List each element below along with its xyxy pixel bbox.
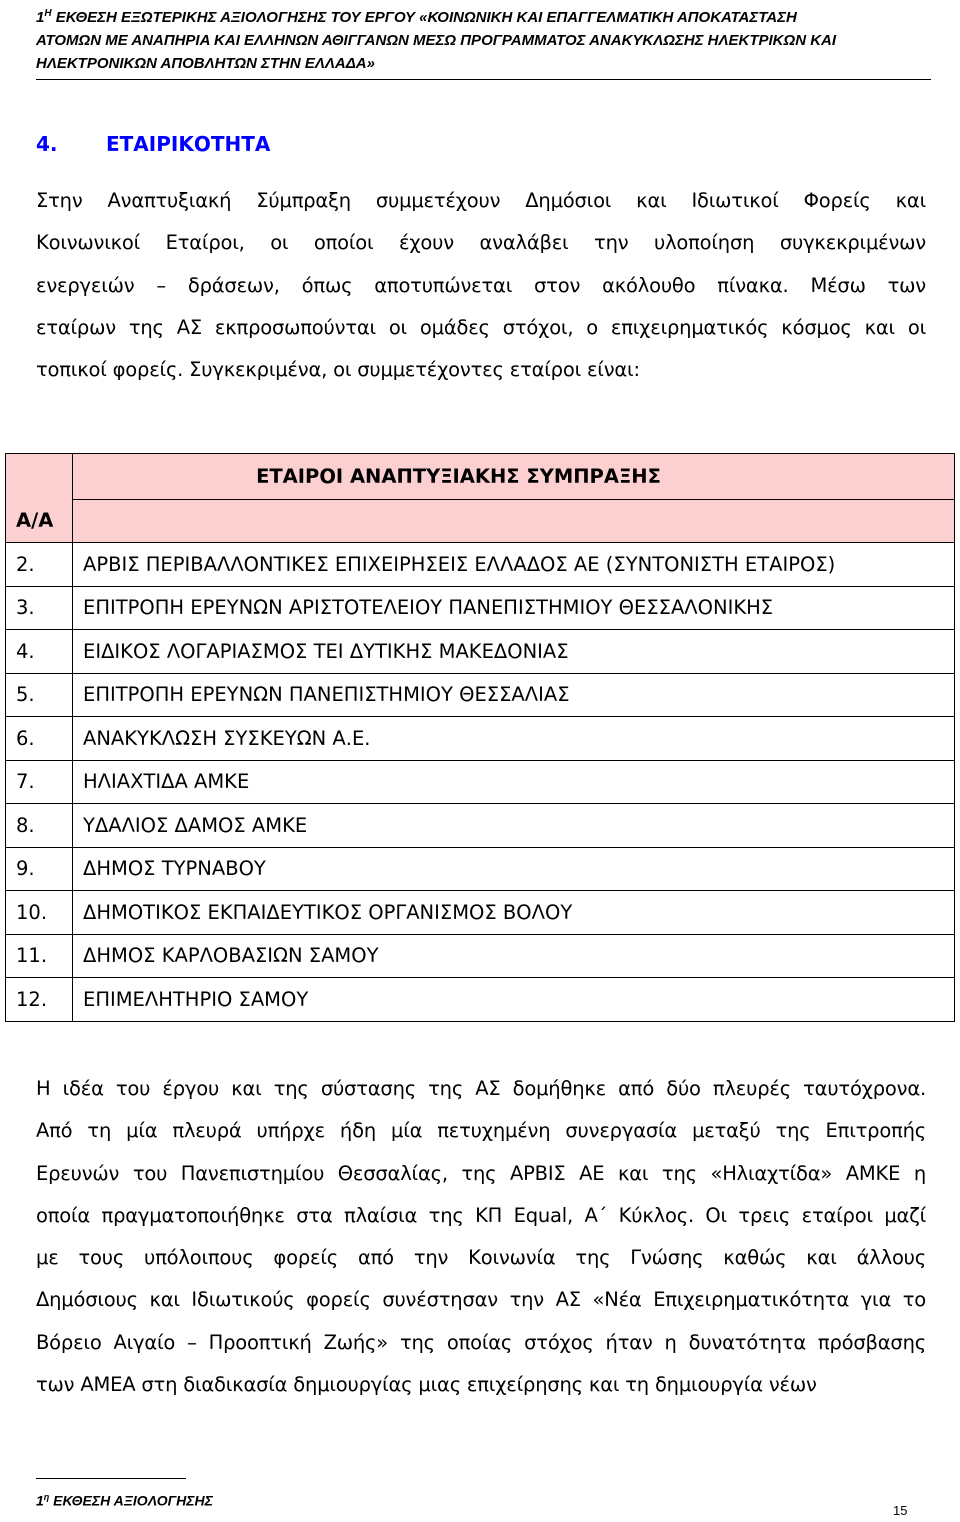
table-row (6, 978, 955, 1022)
row-number: 7. (6, 760, 73, 804)
table-row (6, 934, 955, 978)
intro-paragraph (36, 180, 926, 391)
row-number: 2. (6, 543, 73, 587)
partner-name: ΕΙΔΙΚΟΣ ΛΟΓΑΡΙΑΣΜΟΣ ΤΕΙ ΔΥΤΙΚΗΣ ΜΑΚΕΔΟΝΙΑΣ (73, 630, 955, 674)
row-number: 4. (6, 630, 73, 674)
header-superscript: Η (44, 8, 52, 19)
row-number: 12. (6, 978, 73, 1022)
body-line: οποία πραγματοποιήθηκε στα πλαίσια της ΚΠ Equal, Α΄ Κύκλος. Οι τρεις εταίροι μαζί (36, 1203, 926, 1227)
table-row (6, 891, 955, 935)
body-paragraph (36, 1068, 926, 1406)
footer-divider (36, 1478, 186, 1479)
body-line: Ερευνών του Πανεπιστημίου Θεσσαλίας, της ΑΡΒΙΣ ΑΕ και της «Ηλιαχτίδα» ΑΜΚΕ η (36, 1161, 926, 1185)
partner-name: ΕΠΙΤΡΟΠΗ ΕΡΕΥΝΩΝ ΠΑΝΕΠΙΣΤΗΜΙΟΥ ΘΕΣΣΑΛΙΑΣ (73, 673, 955, 717)
table-row (6, 847, 955, 891)
header-number: 1 (36, 9, 45, 26)
table-row (6, 717, 955, 761)
row-number: 10. (6, 891, 73, 935)
row-number: 3. (6, 586, 73, 630)
partner-name: ΕΠΙΤΡΟΠΗ ΕΡΕΥΝΩΝ ΑΡΙΣΤΟΤΕΛΕΙΟΥ ΠΑΝΕΠΙΣΤΗΜΙΟΥ ΘΕΣΣΑΛΟΝΙΚΗΣ (73, 586, 955, 630)
partner-name: ΑΡΒΙΣ ΠΕΡΙΒΑΛΛΟΝΤΙΚΕΣ ΕΠΙΧΕΙΡΗΣΕΙΣ ΕΛΛΑΔΟΣ ΑΕ (ΣΥΝΤΟΝΙΣΤΗ ΕΤΑΙΡΟΣ) (73, 543, 955, 587)
body-line: Η ιδέα του έργου και της σύστασης της ΑΣ δομήθηκε από δύο πλευρές ταυτόχρονα. (36, 1077, 926, 1100)
section-number: 4. (36, 132, 58, 156)
body-line: Από τη μία πλευρά υπήρχε ήδη μία πετυχημένη συνεργασία μεταξύ της Επιτροπής (36, 1119, 926, 1143)
row-number: 5. (6, 673, 73, 717)
table-row (6, 543, 955, 587)
footer-text: ΕΚΘΕΣΗ ΑΞΙΟΛΟΓΗΣΗΣ (49, 1492, 213, 1509)
footer-number: 1 (36, 1492, 44, 1509)
body-line: με τους υπόλοιπους φορείς από την Κοινωνία της Γνώσης καθώς και άλλους (36, 1246, 926, 1270)
column-header-number: Α/Α (6, 454, 73, 543)
partner-name: ΔΗΜΟΣ ΚΑΡΛΟΒΑΣΙΩΝ ΣΑΜΟΥ (73, 934, 955, 978)
row-number: 9. (6, 847, 73, 891)
section-title: ΕΤΑΙΡΙΚΟΤΗΤΑ (106, 132, 271, 156)
table-row (6, 760, 955, 804)
intro-line: Στην Αναπτυξιακή Σύμπραξη συμμετέχουν Δημόσιοι και Ιδιωτικοί Φορείς και (36, 189, 926, 212)
header-text-1: ΕΚΘΕΣΗ ΕΞΩΤΕΡΙΚΗΣ ΑΞΙΟΛΟΓΗΣΗΣ ΤΟΥ ΕΡΓΟΥ «ΚΟΙΝΩΝΙΚΗ ΚΑΙ ΕΠΑΓΓΕΛΜΑΤΙΚΗ ΑΠΟΚΑΤΑΣΤΑΣΗ (51, 9, 797, 26)
partner-name: ΑΝΑΚΥΚΛΩΣΗ ΣΥΣΚΕΥΩΝ Α.Ε. (73, 717, 955, 761)
partner-name: ΔΗΜΟΣ ΤΥΡΝΑΒΟΥ (73, 847, 955, 891)
partner-name: ΔΗΜΟΤΙΚΟΣ ΕΚΠΑΙΔΕΥΤΙΚΟΣ ΟΡΓΑΝΙΣΜΟΣ ΒΟΛΟΥ (73, 891, 955, 935)
table-row (6, 630, 955, 674)
running-footer (36, 1492, 213, 1509)
header-line-1 (36, 2, 931, 29)
footer-superscript: η (43, 1492, 50, 1502)
intro-line: τοπικοί φορείς. Συγκεκριμένα, οι συμμετέχοντες εταίροι είναι: (36, 358, 640, 382)
table-row (6, 804, 955, 848)
row-number: 8. (6, 804, 73, 848)
body-line: Βόρειο Αιγαίο – Προοπτική Ζωής» της οποίας στόχος ήταν η δυνατότητα πρόσβασης (36, 1330, 926, 1354)
table-title: ΕΤΑΙΡΟΙ ΑΝΑΠΤΥΞΙΑΚΗΣ ΣΥΜΠΡΑΞΗΣ (73, 454, 955, 500)
intro-line: εταίρων της ΑΣ εκπροσωπούνται οι ομάδες στόχοι, ο επιχειρηματικός κόσμος και οι (36, 315, 926, 339)
section-heading (36, 132, 270, 156)
table-row (6, 673, 955, 717)
running-header (36, 0, 931, 80)
table-row (6, 586, 955, 630)
partner-name: ΗΛΙΑΧΤΙΔΑ ΑΜΚΕ (73, 760, 955, 804)
header-line-2: ΑΤΟΜΩΝ ΜΕ ΑΝΑΠΗΡΙΑ ΚΑΙ ΕΛΛΗΝΩΝ ΑΘΙΓΓΑΝΩΝ ΜΕΣΩ ΠΡΟΓΡΑΜΜΑΤΟΣ ΑΝΑΚΥΚΛΩΣΗΣ ΗΛΕΚΤΡΙΚΩΝ ΚΑΙ (36, 32, 837, 49)
intro-line: Κοινωνικοί Εταίροι, οι οποίοι έχουν αναλάβει την υλοποίηση συγκεκριμένων (36, 231, 926, 255)
partner-name: ΕΠΙΜΕΛΗΤΗΡΙΟ ΣΑΜΟΥ (73, 978, 955, 1022)
partners-table (5, 453, 955, 1022)
page-number: 15 (893, 1503, 908, 1518)
row-number: 6. (6, 717, 73, 761)
table-header-spacer (73, 500, 955, 543)
header-line-3: ΗΛΕΚΤΡΟΝΙΚΩΝ ΑΠΟΒΛΗΤΩΝ ΣΤΗΝ ΕΛΛΑΔΑ» (36, 55, 375, 72)
row-number: 11. (6, 934, 73, 978)
partner-name: ΥΔΑΛΙΟΣ ΔΑΜΟΣ ΑΜΚΕ (73, 804, 955, 848)
body-line: Δημόσιους και Ιδιωτικούς φορείς συνέστησαν την ΑΣ «Νέα Επιχειρηματικότητα για το (36, 1288, 926, 1312)
intro-line: ενεργειών – δράσεων, όπως αποτυπώνεται στον ακόλουθο πίνακα. Μέσω των (36, 273, 926, 297)
body-line: των ΑΜΕΑ στη διαδικασία δημιουργίας μιας επιχείρησης και τη δημιουργία νέων (36, 1373, 817, 1397)
